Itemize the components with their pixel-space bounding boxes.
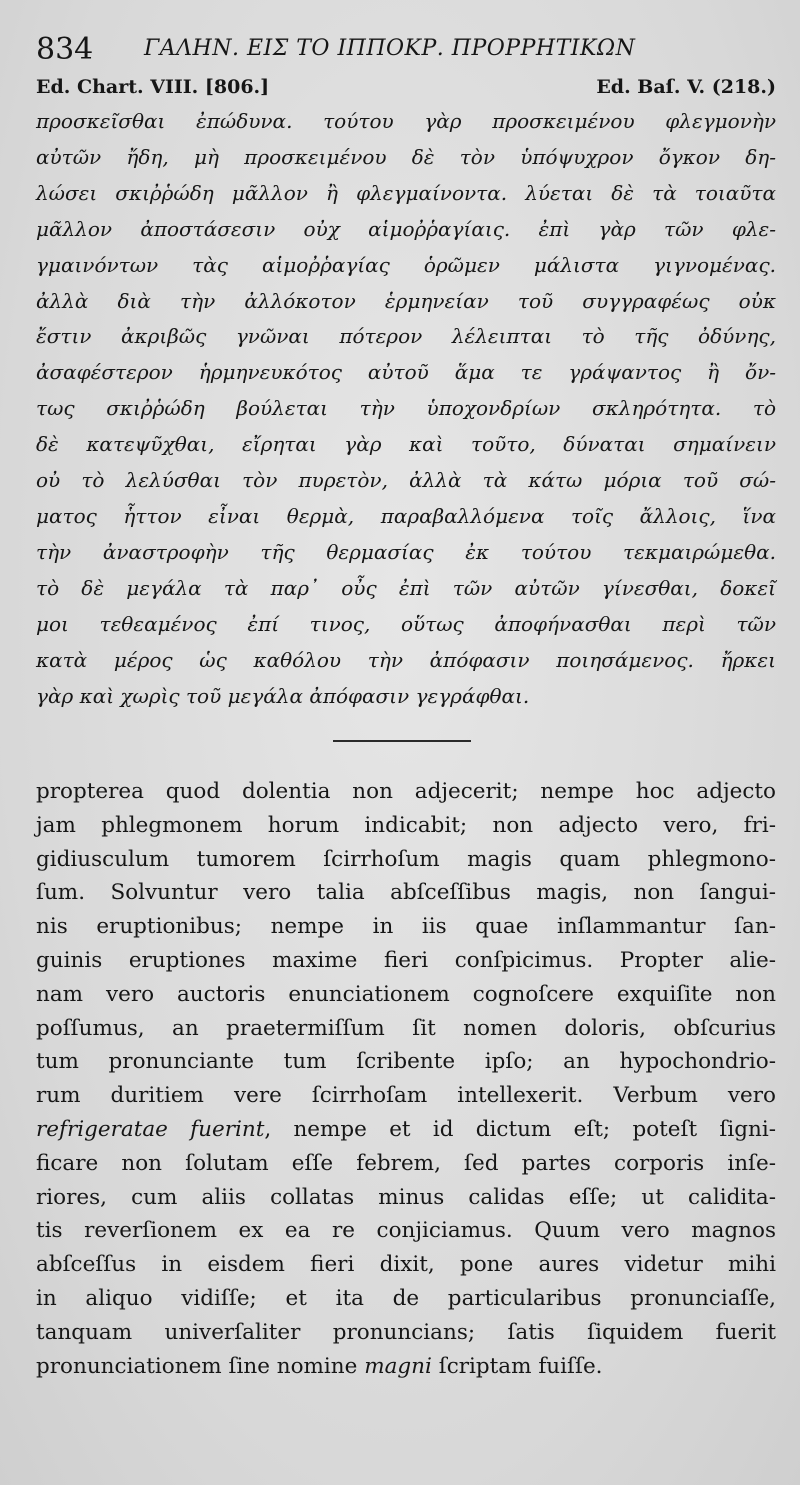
latin-line: poſſumus, an praetermiſſum ſit nomen doloris, obſcurius	[36, 1015, 776, 1041]
page-number: 834	[36, 32, 94, 67]
greek-line: προσκεῖσθαι ἐπώδυνα. τούτου γὰρ προσκειμένου φλεγμονὴν	[36, 109, 776, 133]
latin-line: rum duritiem vere ſcirrhoſam intellexerit. Verbum vero	[36, 1083, 776, 1109]
greek-line: δὲ κατεψῦχθαι, εἴρηται γὰρ καὶ τοῦτο, δύναται σημαίνειν	[36, 432, 776, 457]
edition-line	[36, 76, 776, 106]
greek-line: ἀσαφέστερον ἡρμηνευκότος αὐτοῦ ἅμα τε γράψαντος ἢ ὄν-	[36, 360, 776, 385]
greek-line: τὸ δὲ μεγάλα τὰ παρ᾽ οὖς ἐπὶ τῶν αὐτῶν γίνεσθαι, δοκεῖ	[36, 575, 776, 600]
edition-basel-reference: Ed. Baſ. V. (218.)	[596, 76, 776, 98]
latin-line: tum pronunciante tum ſcribente ipſo; an hypochondrio-	[36, 1049, 776, 1075]
greek-text-block	[36, 104, 776, 714]
latin-line: propterea quod dolentia non adjecerit; nempe hoc adjecto	[36, 779, 776, 804]
greek-line: ἔστιν ἀκριβῶς γνῶναι πότερον λέλειπται τὸ τῆς ὀδύνης,	[36, 324, 776, 349]
latin-line: ſum. Solvuntur vero talia abſceſſibus magis, non ſangui-	[36, 880, 776, 906]
latin-line: refrigeratae fuerint, nempe et id dictum eſt; poteſt ſigni-	[36, 1116, 776, 1142]
latin-line: jam phlegmonem horum indicabit; non adjecto vero, fri-	[36, 812, 776, 838]
greek-line: γὰρ καὶ χωρὶς τοῦ μεγάλα ἀπόφασιν γεγράφθαι.	[36, 683, 530, 708]
greek-line: αὐτῶν ἤδη, μὴ προσκειμένου δὲ τὸν ὑπόψυχρον ὄγκον δη-	[36, 144, 776, 169]
latin-line: guinis eruptiones maxime fieri conſpicimus. Propter alie-	[36, 947, 776, 973]
section-divider	[333, 740, 471, 742]
greek-line: ματος ἧττον εἶναι θερμὰ, παραβαλλόμενα τοῖς ἄλλοις, ἵνα	[36, 503, 776, 528]
latin-text-block	[36, 775, 776, 1383]
italic-quotation: magni	[364, 1353, 432, 1379]
italic-quotation: refrigeratae fuerint	[36, 1116, 265, 1142]
greek-line: μοι τεθεαμένος ἐπί τινος, οὕτως ἀποφήνασθαι περὶ τῶν	[36, 611, 776, 636]
latin-line: tis reverſionem ex ea re conjiciamus. Quum vero magnos	[36, 1218, 776, 1244]
latin-line: pronunciationem ſine nomine magni ſcriptam fuiſſe.	[36, 1353, 603, 1379]
greek-line: λώσει σκιῤῥώδη μᾶλλον ἢ φλεγμαίνοντα. λύεται δὲ τὰ τοιαῦτα	[36, 180, 776, 205]
latin-line: ficare non ſolutam eſſe febrem, ſed partes corporis inſe-	[36, 1150, 776, 1176]
greek-line: τὴν ἀναστροφὴν τῆς θερμασίας ἐκ τούτου τεκμαιρώμεθα.	[36, 539, 776, 564]
greek-line: γμαινόντων τὰς αἱμοῤῥαγίας ὁρῶμεν μάλιστα γιγνομένας.	[36, 252, 776, 277]
greek-line: τως σκιῤῥώδη βούλεται τὴν ὑποχονδρίων σκληρότητα. τὸ	[36, 396, 776, 421]
latin-line: nam vero auctoris enunciationem cognoſcere exquiſite non	[36, 981, 776, 1007]
greek-line: ἀλλὰ διὰ τὴν ἀλλόκοτον ἑρμηνείαν τοῦ συγγραφέως οὐκ	[36, 288, 776, 313]
latin-line: nis eruptionibus; nempe in iis quae inſlammantur ſan-	[36, 914, 776, 940]
edition-chart-reference: Ed. Chart. VIII. [806.]	[36, 76, 270, 98]
latin-line: riores, cum aliis collatas minus calidas eſſe; ut calidita-	[36, 1184, 776, 1210]
latin-line: tanquam univerſaliter pronuncians; ſatis ſiquidem fuerit	[36, 1319, 776, 1345]
greek-line: μᾶλλον ἀποστάσεσιν οὐχ αἱμοῤῥαγίαις. ἐπὶ γὰρ τῶν φλε-	[36, 216, 776, 241]
latin-line: abſceſſus in eisdem fieri dixit, pone aures videtur mihi	[36, 1252, 776, 1278]
latin-line: gidiusculum tumorem ſcirrhoſum magis quam phlegmono-	[36, 846, 776, 872]
latin-line: in aliquo vidiſſe; et ita de particularibus pronunciaſſe,	[36, 1285, 776, 1311]
greek-line: οὐ τὸ λελύσθαι τὸν πυρετὸν, ἀλλὰ τὰ κάτω μόρια τοῦ σώ-	[36, 468, 776, 493]
running-title: ΓΑΛΗΝ. ΕΙΣ ΤΟ ΙΠΠΟΚΡ. ΠΡΟΡΡΗΤΙΚΩΝ	[144, 36, 636, 61]
greek-line: κατὰ μέρος ὡς καθόλου τὴν ἀπόφασιν ποιησάμενος. ἤρκει	[36, 647, 776, 672]
page-header	[36, 32, 776, 68]
